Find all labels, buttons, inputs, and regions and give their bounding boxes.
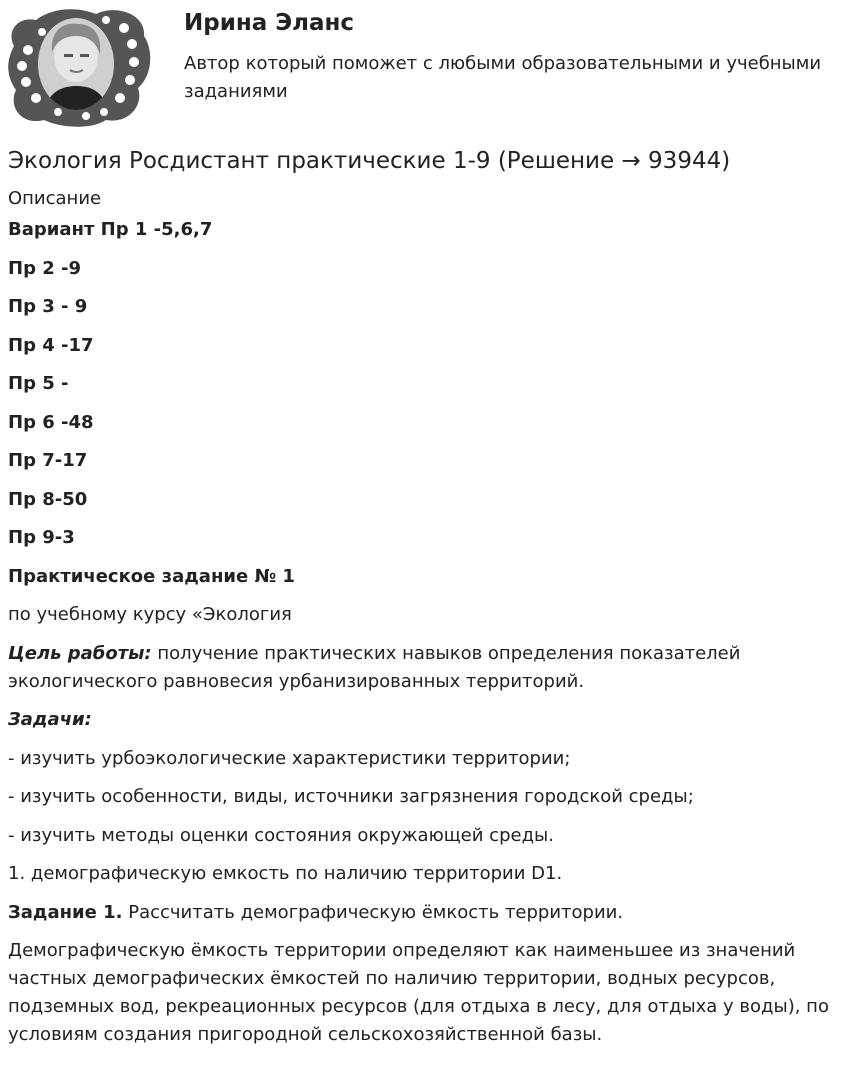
task-item: - изучить методы оценки состояния окружающей среды. [8, 824, 554, 846]
task-item: - изучить особенности, виды, источники загрязнения городской среды; [8, 786, 694, 807]
task-item: - изучить урбоэкологические характеристики территории; [8, 747, 571, 769]
variant-line: Пр 4 -17 [8, 334, 94, 356]
course-line: по учебному курсу «Экология [8, 604, 292, 625]
variant-line: Пр 8-50 [8, 488, 88, 510]
description-content [8, 216, 842, 1060]
description-label: Описание [8, 188, 102, 209]
body-paragraph: Демографическую ёмкость территории определяют как наименьшее из значений частных демографических ёмкостей по наличию территории, водных ресурсов, подземных вод, рекреационных ресурсов (для отдыха в лесу, для отдыха у воды), по условиям создания пригородной сельскохозяйственной базы. [8, 940, 829, 1045]
goal-paragraph [8, 640, 842, 696]
task-heading: Практическое задание № 1 [8, 565, 295, 587]
goal-label: Цель работы: [8, 642, 152, 664]
assignment-label: Задание 1. [8, 901, 123, 923]
author-avatar[interactable] [6, 6, 152, 128]
assignment-text: Рассчитать демографическую ёмкость территории. [122, 901, 624, 923]
variant-line: Пр 3 - 9 [8, 296, 88, 317]
author-header [0, 0, 847, 140]
film-frame-icon [6, 6, 152, 128]
numbered-item: 1. демографическую емкость по наличию территории D1. [8, 863, 563, 884]
author-name[interactable]: Ирина Эланс [184, 10, 355, 36]
author-description: Автор который поможет с любыми образовательными и учебными заданиями [184, 53, 822, 102]
goal-text: получение практических навыков определения показателей экологического равновесия урбанизированных территорий. [8, 642, 741, 692]
variant-line: Пр 9-3 [8, 527, 75, 548]
variant-line: Пр 6 -48 [8, 411, 94, 433]
variant-line: Вариант Пр 1 -5,6,7 [8, 219, 213, 240]
tasks-label: Задачи: [8, 709, 92, 730]
assignment-paragraph [8, 899, 842, 927]
variant-line: Пр 2 -9 [8, 257, 82, 279]
variant-line: Пр 7-17 [8, 450, 88, 471]
variant-line: Пр 5 - [8, 373, 69, 394]
page-title: Экология Росдистант практические 1-9 (Решение → 93944) [8, 148, 731, 174]
